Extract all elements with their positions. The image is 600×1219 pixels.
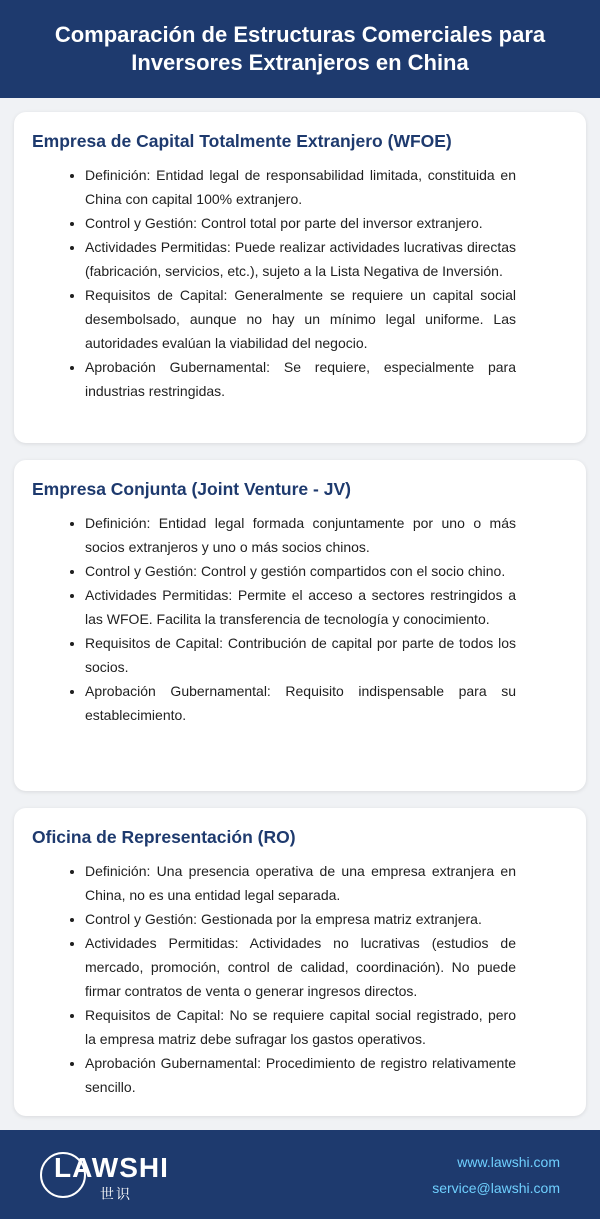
lawshi-logo — [40, 1140, 170, 1210]
section-title: Empresa Conjunta (Joint Venture - JV) — [32, 479, 351, 499]
logo-text: LAWSHI — [54, 1151, 169, 1183]
list-item: • Definición: Entidad legal de responsabilidad limitada, constituida en China con capital 100% extranjero. — [85, 163, 516, 211]
page-header — [0, 0, 600, 98]
list-item: • Control y Gestión: Control y gestión compartidos con el socio chino. — [85, 559, 516, 583]
list-item: • Definición: Una presencia operativa de una empresa extranjera en China, no es una entidad legal separada. — [85, 859, 516, 907]
page-title: Comparación de Estructuras Comerciales para Inversores Extranjeros en China — [54, 22, 546, 75]
list-item: • Requisitos de Capital: Generalmente se requiere un capital social desembolsado, aunque no hay un mínimo legal uniforme. Las autoridades evalúan la viabilidad del negocio. — [85, 283, 516, 355]
list-item: • Aprobación Gubernamental: Requisito indispensable para su establecimiento. — [85, 679, 516, 727]
section-card-ro — [14, 808, 586, 1116]
section-list — [32, 163, 568, 403]
content — [0, 98, 600, 1116]
section-title: Empresa de Capital Totalmente Extranjero (WFOE) — [32, 131, 452, 151]
list-item: • Actividades Permitidas: Permite el acceso a sectores restringidos a las WFOE. Facilita la transferencia de tecnología y conocimiento. — [85, 583, 516, 631]
contact-info — [432, 1149, 560, 1201]
email-link[interactable]: service@lawshi.com — [432, 1179, 560, 1196]
list-item: • Aprobación Gubernamental: Se requiere, especialmente para industrias restringidas. — [85, 355, 516, 403]
list-item: • Control y Gestión: Gestionada por la empresa matriz extranjera. — [85, 907, 516, 931]
list-item: • Control y Gestión: Control total por parte del inversor extranjero. — [85, 211, 516, 235]
section-list — [32, 511, 568, 727]
section-title: Oficina de Representación (RO) — [32, 827, 296, 847]
website-link[interactable]: www.lawshi.com — [457, 1153, 560, 1170]
page-footer — [0, 1130, 600, 1219]
logo-chinese-text: 世识 — [100, 1185, 132, 1202]
list-item: • Requisitos de Capital: No se requiere capital social registrado, pero la empresa matriz debe sufragar los gastos operativos. — [85, 1003, 516, 1051]
list-item: • Requisitos de Capital: Contribución de capital por parte de todos los socios. — [85, 631, 516, 679]
list-item: • Aprobación Gubernamental: Procedimiento de registro relativamente sencillo. — [85, 1051, 516, 1099]
section-card-jv — [14, 460, 586, 791]
list-item: • Actividades Permitidas: Puede realizar actividades lucrativas directas (fabricación, servicios, etc.), sujeto a la Lista Negativa de Inversión. — [85, 235, 516, 283]
section-list — [32, 859, 568, 1099]
list-item: • Actividades Permitidas: Actividades no lucrativas (estudios de mercado, promoción, control de calidad, coordinación). No puede firmar contratos de venta o generar ingresos directos. — [85, 931, 516, 1003]
list-item: • Definición: Entidad legal formada conjuntamente por uno o más socios extranjeros y uno o más socios chinos. — [85, 511, 516, 559]
section-card-wfoe — [14, 112, 586, 443]
